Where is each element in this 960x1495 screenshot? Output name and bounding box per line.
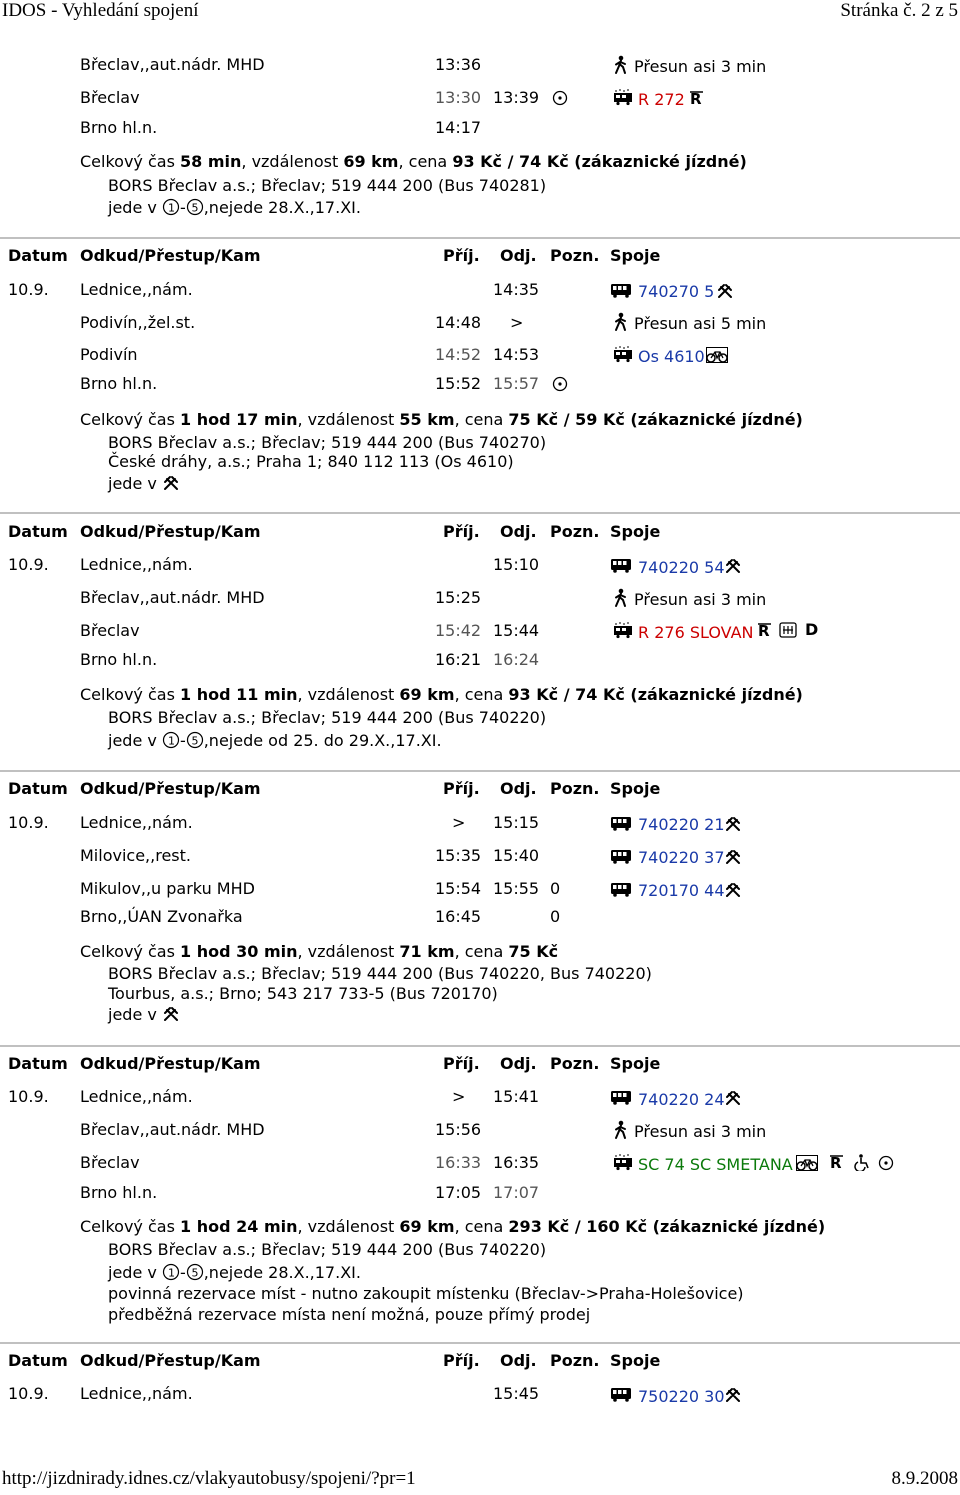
train-icon xyxy=(612,619,634,639)
operator: Tourbus, a.s.; Brno; 543 217 733-5 (Bus 720170) xyxy=(108,984,498,1003)
station: Brno hl.n. xyxy=(80,650,158,669)
walk-icon xyxy=(610,588,632,608)
departure-time: 15:57 xyxy=(493,374,540,393)
operating-days: jede v xyxy=(108,1005,180,1025)
divider xyxy=(0,512,960,514)
col-departure: Odj. xyxy=(500,522,537,541)
arrival-time: 13:30 xyxy=(435,88,482,107)
train-icon xyxy=(612,343,634,363)
divider xyxy=(0,1045,960,1047)
circled-5-icon xyxy=(186,1263,204,1281)
col-note: Pozn. xyxy=(550,779,600,798)
col-station: Odkud/Přestup/Kam xyxy=(80,1054,261,1073)
clock-icon xyxy=(877,1154,895,1172)
station: Brno hl.n. xyxy=(80,374,158,393)
connection-link[interactable]: 740270 5 xyxy=(638,282,715,301)
col-connection: Spoje xyxy=(610,246,661,265)
departure-time: 17:07 xyxy=(493,1183,540,1202)
station: Milovice,,rest. xyxy=(80,846,191,865)
departure-time: 15:41 xyxy=(493,1087,540,1106)
col-connection: Spoje xyxy=(610,522,661,541)
train-icon xyxy=(612,86,634,106)
col-station: Odkud/Přestup/Kam xyxy=(80,1351,261,1370)
station: Brno,,ÚAN Zvonařka xyxy=(80,907,243,926)
circled-5-icon xyxy=(186,198,204,216)
workday-icon xyxy=(716,282,734,300)
col-arrival: Příj. xyxy=(443,779,480,798)
station: Břeclav xyxy=(80,1153,140,1172)
col-datum: Datum xyxy=(8,1351,68,1370)
station: Mikulov,,u parku MHD xyxy=(80,879,255,898)
clock-icon xyxy=(551,89,569,107)
arrival-time: 17:05 xyxy=(435,1183,482,1202)
workday-icon xyxy=(724,848,742,866)
arrival-time: 15:52 xyxy=(435,374,482,393)
col-note: Pozn. xyxy=(550,246,600,265)
arrival-time: 15:54 xyxy=(435,879,482,898)
walk-icon xyxy=(610,1120,632,1140)
reservation-note: předběžná rezervace místa není možná, pouze přímý prodej xyxy=(108,1305,591,1324)
circled-1-icon xyxy=(162,731,180,749)
station: Lednice,,nám. xyxy=(80,1384,193,1403)
col-datum: Datum xyxy=(8,1054,68,1073)
transfer-note: Přesun asi 3 min xyxy=(634,57,767,76)
arrival-time: 14:17 xyxy=(435,118,482,137)
date: 10.9. xyxy=(8,555,49,574)
operator: BORS Břeclav a.s.; Břeclav; 519 444 200 (Bus 740220) xyxy=(108,1240,547,1259)
station: Brno hl.n. xyxy=(80,1183,158,1202)
station: Lednice,,nám. xyxy=(80,280,193,299)
arrival-time: 13:36 xyxy=(435,55,482,74)
col-arrival: Příj. xyxy=(443,522,480,541)
departure-time: 14:53 xyxy=(493,345,540,364)
workday-icon xyxy=(724,1386,742,1404)
arrival-time: > xyxy=(452,813,466,832)
col-note: Pozn. xyxy=(550,522,600,541)
walk-icon xyxy=(610,312,632,332)
bus-icon xyxy=(610,280,632,300)
col-note: Pozn. xyxy=(550,1351,600,1370)
arrival-time: 14:52 xyxy=(435,345,482,364)
divider xyxy=(0,1342,960,1344)
operator: BORS Břeclav a.s.; Břeclav; 519 444 200 (Bus 740270) xyxy=(108,433,547,452)
operating-days: jede v - ,nejede 28.X.,17.XI. xyxy=(108,198,361,217)
date: 10.9. xyxy=(8,813,49,832)
reservation-icon xyxy=(688,89,706,107)
operating-days: jede v - ,nejede 28.X.,17.XI. xyxy=(108,1263,361,1282)
date: 10.9. xyxy=(8,280,49,299)
workday-icon xyxy=(724,815,742,833)
connection-link[interactable]: R 276 SLOVAN xyxy=(638,623,754,642)
col-datum: Datum xyxy=(8,522,68,541)
arrival-time: 15:42 xyxy=(435,621,482,640)
operating-days: jede v - ,nejede od 25. do 29.X.,17.XI. xyxy=(108,731,442,750)
operator: BORS Břeclav a.s.; Břeclav; 519 444 200 (Bus 740281) xyxy=(108,176,547,195)
arrival-time: 14:48 xyxy=(435,313,482,332)
col-connection: Spoje xyxy=(610,1054,661,1073)
train-icon xyxy=(612,1151,634,1171)
summary: Celkový čas 1 hod 30 min, vzdálenost 71 km, cena 75 Kč xyxy=(80,942,559,961)
reservation-icon xyxy=(756,621,774,639)
bus-icon xyxy=(610,1087,632,1107)
departure-time: 13:39 xyxy=(493,88,540,107)
workday-icon xyxy=(724,557,742,575)
station: Lednice,,nám. xyxy=(80,1087,193,1106)
wheelchair-icon xyxy=(853,1153,871,1171)
departure-time: > xyxy=(510,313,524,332)
arrival-time: 16:45 xyxy=(435,907,482,926)
bus-icon xyxy=(610,813,632,833)
page-footer xyxy=(0,1468,960,1494)
divider xyxy=(0,770,960,772)
station: Břeclav xyxy=(80,621,140,640)
workday-icon xyxy=(724,1089,742,1107)
document-title: IDOS - Vyhledání spojení xyxy=(2,0,199,21)
connection-link[interactable]: Os 4610 xyxy=(638,347,705,366)
clock-icon xyxy=(551,375,569,393)
col-station: Odkud/Přestup/Kam xyxy=(80,522,261,541)
departure-time: 15:44 xyxy=(493,621,540,640)
station: Břeclav,,aut.nádr. MHD xyxy=(80,588,265,607)
station: Lednice,,nám. xyxy=(80,813,193,832)
arrival-time: 15:56 xyxy=(435,1120,482,1139)
page-header xyxy=(0,0,960,24)
bicycle-icon xyxy=(796,1153,818,1173)
arrival-time: 16:33 xyxy=(435,1153,482,1172)
operating-days: jede v xyxy=(108,474,180,494)
workday-icon xyxy=(724,881,742,899)
transfer-note: Přesun asi 3 min xyxy=(634,1122,767,1141)
connection-link[interactable]: 720170 44 xyxy=(638,881,725,900)
connection-link[interactable]: 750220 30 xyxy=(638,1387,725,1406)
circled-1-icon xyxy=(162,198,180,216)
operator: BORS Břeclav a.s.; Břeclav; 519 444 200 (Bus 740220) xyxy=(108,708,547,727)
print-date: 8.9.2008 xyxy=(891,1468,958,1489)
bus-icon xyxy=(610,555,632,575)
departure-time: 15:10 xyxy=(493,555,540,574)
col-connection: Spoje xyxy=(610,1351,661,1370)
summary: Celkový čas 1 hod 17 min, vzdálenost 55 km, cena 75 Kč / 59 Kč (zákaznické jízdné) xyxy=(80,410,803,429)
station: Břeclav xyxy=(80,88,140,107)
station: Břeclav,,aut.nádr. MHD xyxy=(80,55,265,74)
departure-time: 16:24 xyxy=(493,650,540,669)
page-url: http://jizdnirady.idnes.cz/vlakyautobusy/spojeni/?pr=1 xyxy=(2,1468,416,1489)
col-arrival: Příj. xyxy=(443,1054,480,1073)
col-note: Pozn. xyxy=(550,1054,600,1073)
page-number: Stránka č. 2 z 5 xyxy=(840,0,958,21)
col-arrival: Příj. xyxy=(443,246,480,265)
bicycle-icon xyxy=(706,345,728,365)
operator: BORS Břeclav a.s.; Břeclav; 519 444 200 (Bus 740220, Bus 740220) xyxy=(108,964,652,983)
departure-time: 15:45 xyxy=(493,1384,540,1403)
operator: České dráhy, a.s.; Praha 1; 840 112 113 (Os 4610) xyxy=(108,452,514,471)
divider xyxy=(0,237,960,239)
station: Břeclav,,aut.nádr. MHD xyxy=(80,1120,265,1139)
col-station: Odkud/Přestup/Kam xyxy=(80,779,261,798)
workday-icon xyxy=(162,1005,180,1023)
col-departure: Odj. xyxy=(500,1054,537,1073)
note: 0 xyxy=(550,907,561,926)
summary: Celkový čas 58 min, vzdálenost 69 km, cena 93 Kč / 74 Kč (zákaznické jízdné) xyxy=(80,152,747,171)
connection-link[interactable]: 740220 37 xyxy=(638,848,725,867)
col-station: Odkud/Přestup/Kam xyxy=(80,246,261,265)
arrival-time: > xyxy=(452,1087,466,1106)
summary: Celkový čas 1 hod 11 min, vzdálenost 69 km, cena 93 Kč / 74 Kč (zákaznické jízdné) xyxy=(80,685,803,704)
col-connection: Spoje xyxy=(610,779,661,798)
connection-link[interactable]: R 272 xyxy=(638,90,685,109)
reservation-note: povinná rezervace míst - nutno zakoupit místenku (Břeclav->Praha-Holešovice) xyxy=(108,1284,744,1303)
connection-link[interactable]: 740220 24 xyxy=(638,1090,725,1109)
transfer-note: Přesun asi 3 min xyxy=(634,590,767,609)
connection-link[interactable]: SC 74 SC SMETANA xyxy=(638,1155,793,1174)
departure-time: 15:55 xyxy=(493,879,540,898)
station: Podivín xyxy=(80,345,138,364)
walk-icon xyxy=(610,55,632,75)
arrival-time: 15:25 xyxy=(435,588,482,607)
workday-icon xyxy=(162,474,180,492)
date: 10.9. xyxy=(8,1087,49,1106)
col-datum: Datum xyxy=(8,779,68,798)
transfer-note: Přesun asi 5 min xyxy=(634,314,767,333)
bus-icon xyxy=(610,879,632,899)
note: 0 xyxy=(550,879,561,898)
arrival-time: 15:35 xyxy=(435,846,482,865)
col-datum: Datum xyxy=(8,246,68,265)
departure-time: 16:35 xyxy=(493,1153,540,1172)
col-departure: Odj. xyxy=(500,779,537,798)
bus-icon xyxy=(610,846,632,866)
date: 10.9. xyxy=(8,1384,49,1403)
d-mark: D xyxy=(805,620,819,639)
bus-icon xyxy=(610,1384,632,1404)
station: Brno hl.n. xyxy=(80,118,158,137)
station: Podivín,,žel.st. xyxy=(80,313,196,332)
departure-time: 15:40 xyxy=(493,846,540,865)
col-departure: Odj. xyxy=(500,1351,537,1370)
station: Lednice,,nám. xyxy=(80,555,193,574)
connection-link[interactable]: 740220 21 xyxy=(638,815,725,834)
reservation-icon xyxy=(828,1153,846,1171)
col-arrival: Příj. xyxy=(443,1351,480,1370)
dining-icon xyxy=(779,621,797,639)
arrival-time: 16:21 xyxy=(435,650,482,669)
circled-1-icon xyxy=(162,1263,180,1281)
summary: Celkový čas 1 hod 24 min, vzdálenost 69 km, cena 293 Kč / 160 Kč (zákaznické jízdné) xyxy=(80,1217,826,1236)
col-departure: Odj. xyxy=(500,246,537,265)
departure-time: 14:35 xyxy=(493,280,540,299)
connection-link[interactable]: 740220 54 xyxy=(638,558,725,577)
circled-5-icon xyxy=(186,731,204,749)
departure-time: 15:15 xyxy=(493,813,540,832)
